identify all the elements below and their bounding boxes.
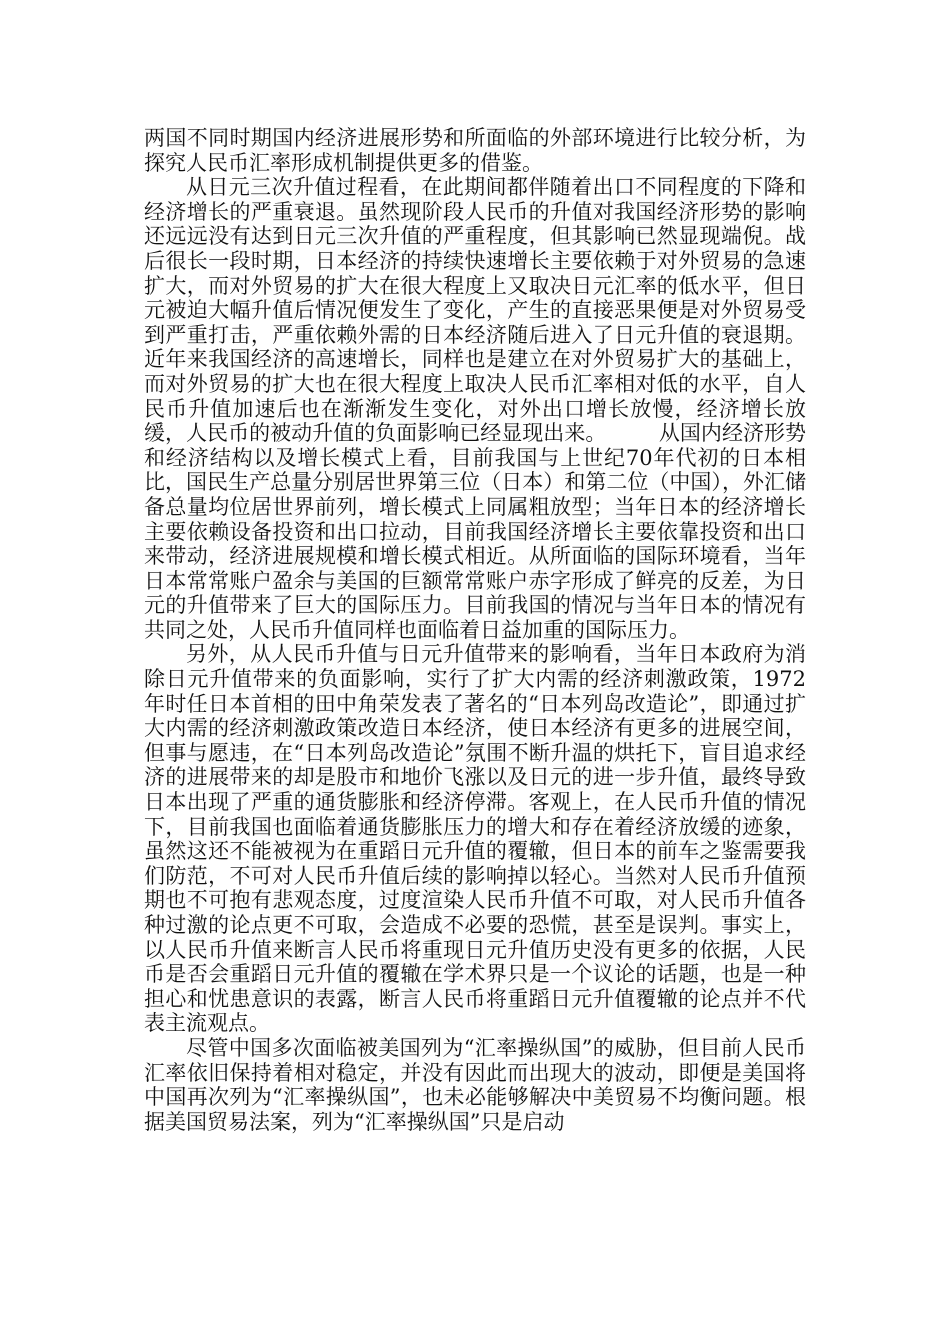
paragraph-yen-appreciation: 从日元三次升值过程看，在此期间都伴随着出口不同程度的下降和经济增长的严重衰退。虽然现阶段人民币的升值对我国经济形势的影响还远远没有达到日元三次升值的严重程度，但其影响已然显现端倪。战后很长一段时期，日本经济的持续快速增长主要依赖于对外贸易的急速扩大，而对外贸易的扩大在很大程度上又取决日元汇率的低水平，但日元被迫大幅升值后情况便发生了变化，产生的直接恶果便是对外贸易受到严重打击，严重依赖外需的日本经济随后进入了日元升值的衰退期。近年来我国经济的高速增长，同样也是建立在对外贸易扩大的基础上，而对外贸易的扩大也在很大程度上取决人民币汇率相对低的水平，自人民币升值加速后也在渐渐发生变化，对外出口增长放慢，经济增长放缓，人民币的被动升值的负面影响已经显现出来。 从国内经济形势和经济结构以及增长模式上看，目前我国与上世纪70年代初的日本相比，国民生产总量分别居世界第三位（日本）和第二位（中国），外汇储备总量均位居世界前列，增长模式上同属粗放型；当年日本的经济增长主要依赖设备投资和出口拉动，目前我国经济增长主要依靠投资和出口来带动，经济进展规模和增长模式相近。从所面临的国际环境看，当年日本常常账户盈余与美国的巨额常常账户赤字形成了鲜亮的反差，为日元的升值带来了巨大的国际压力。目前我国的情况与当年日本的情况有共同之处，人民币升值同样也面临着日益加重的国际压力。 bbox=[144, 175, 806, 642]
document-body bbox=[144, 126, 806, 1134]
paragraph-continuation: 两国不同时期国内经济进展形势和所面临的外部环境进行比较分析，为探究人民币汇率形成机制提供更多的借鉴。 bbox=[144, 126, 806, 175]
paragraph-currency-manipulator: 尽管中国多次面临被美国列为“汇率操纵国”的威胁，但目前人民币汇率依旧保持着相对稳定，并没有因此而出现大的波动，即便是美国将中国再次列为“汇率操纵国”，也未必能够解决中美贸易不均衡问题。根据美国贸易法案，列为“汇率操纵国”只是启动 bbox=[144, 1035, 806, 1134]
paragraph-impact-comparison: 另外，从人民币升值与日元升值带来的影响看，当年日本政府为消除日元升值带来的负面影响，实行了扩大内需的经济刺激政策，1972年时任日本首相的田中角荣发表了著名的“日本列岛改造论”，即通过扩大内需的经济刺激政策改造日本经济，使日本经济有更多的进展空间，但事与愿违，在“日本列岛改造论”氛围不断升温的烘托下，盲目追求经济的进展带来的却是股市和地价飞涨以及日元的进一步升值，最终导致日本出现了严重的通货膨胀和经济停滞。客观上，在人民币升值的情况下，目前我国也面临着通货膨胀压力的增大和存在着经济放缓的迹象，虽然这还不能被视为在重蹈日元升值的覆辙，但日本的前车之鉴需要我们防范，不可对人民币升值后续的影响掉以轻心。当然对人民币升值预期也不可抱有悲观态度，过度渲染人民币升值不可取，对人民币升值各种过激的论点更不可取，会造成不必要的恐慌，甚至是误判。事实上，以人民币升值来断言人民币将重现日元升值历史没有更多的依据，人民币是否会重蹈日元升值的覆辙在学术界只是一个议论的话题，也是一种担心和忧患意识的表露，断言人民币将重蹈日元升值覆辙的论点并不代表主流观点。 bbox=[144, 642, 806, 1036]
